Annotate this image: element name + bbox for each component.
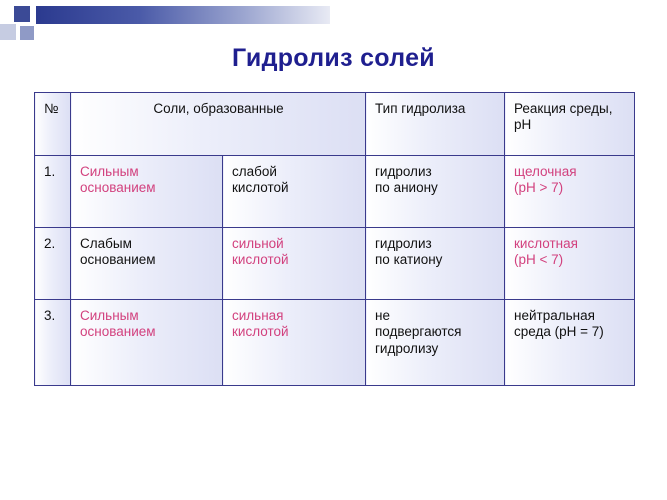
- cell-ph-line2: среда (рН = 7): [514, 324, 604, 340]
- row-number: 2.: [35, 228, 71, 300]
- cell-ph-line1: кислотная: [514, 236, 578, 251]
- cell-ph-line2: (рН < 7): [514, 252, 564, 268]
- cell-type: [366, 156, 505, 228]
- table-body: [35, 156, 635, 386]
- cell-acid: [223, 300, 366, 386]
- cell-type-line1: не: [375, 308, 390, 323]
- hydrolysis-table: [34, 92, 635, 386]
- cell-type: [366, 228, 505, 300]
- cell-type-line2: по катиону: [375, 252, 443, 268]
- header-salts-formed-by: Соли, образованные: [71, 93, 366, 156]
- row-number: 3.: [35, 300, 71, 386]
- cell-base-line1: Слабым: [80, 236, 132, 251]
- cell-acid: [223, 156, 366, 228]
- table-row: [35, 228, 635, 300]
- cell-ph: [505, 156, 635, 228]
- cell-base-line2: основанием: [80, 180, 156, 196]
- page-title: Гидролиз солей: [232, 44, 435, 72]
- cell-base-line1: Сильным: [80, 164, 139, 179]
- cell-acid-line1: сильная: [232, 308, 284, 323]
- cell-type-line1: гидролиз: [375, 164, 432, 179]
- cell-ph-line1: щелочная: [514, 164, 577, 179]
- row-number: 1.: [35, 156, 71, 228]
- cell-type-line3: гидролизу: [375, 340, 439, 356]
- header-hydrolysis-type: Тип гидролиза: [366, 93, 505, 156]
- deco-square-3: [20, 26, 34, 40]
- cell-base-line2: основанием: [80, 252, 156, 268]
- cell-acid-line2: кислотой: [232, 324, 289, 340]
- cell-acid: [223, 228, 366, 300]
- table-header: [35, 93, 635, 156]
- cell-acid-line2: кислотой: [232, 252, 289, 268]
- cell-ph-line1: нейтральная: [514, 308, 595, 323]
- cell-acid-line2: кислотой: [232, 180, 289, 196]
- hydrolysis-table-wrapper: [34, 92, 634, 386]
- cell-base: [71, 228, 223, 300]
- header-medium-reaction: Реакция среды, рН: [505, 93, 635, 156]
- header-decoration: [0, 0, 330, 40]
- header-number: №: [35, 93, 71, 156]
- table-row: [35, 300, 635, 386]
- cell-acid-line1: сильной: [232, 236, 284, 251]
- cell-ph: [505, 228, 635, 300]
- cell-base-line2: основанием: [80, 324, 156, 340]
- table-row: [35, 156, 635, 228]
- deco-gradient-bar: [36, 6, 330, 24]
- cell-type-line2: по аниону: [375, 180, 438, 196]
- cell-ph-line2: (рН > 7): [514, 180, 564, 196]
- table-header-row: [35, 93, 635, 156]
- cell-base-line1: Сильным: [80, 308, 139, 323]
- cell-ph: [505, 300, 635, 386]
- deco-square-2: [0, 24, 16, 40]
- cell-type-line2: подвергаются: [375, 324, 462, 340]
- cell-type: [366, 300, 505, 386]
- cell-type-line1: гидролиз: [375, 236, 432, 251]
- deco-square-1: [14, 6, 30, 22]
- cell-base: [71, 300, 223, 386]
- cell-base: [71, 156, 223, 228]
- cell-acid-line1: слабой: [232, 164, 277, 179]
